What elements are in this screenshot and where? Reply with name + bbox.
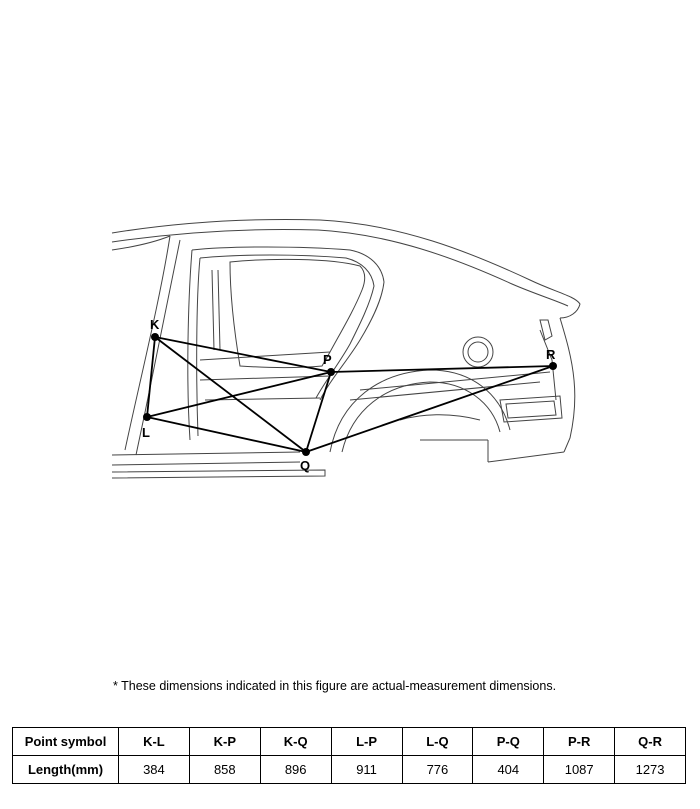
point-label-r: R [546, 347, 556, 362]
line-k-p [155, 337, 331, 372]
value-q-r: 1273 [615, 756, 686, 784]
value-k-l: 384 [119, 756, 190, 784]
header-p-q: P-Q [473, 728, 544, 756]
point-labels [142, 317, 556, 473]
point-label-p: P [323, 352, 332, 367]
table-header-row [13, 728, 686, 756]
value-k-q: 896 [260, 756, 331, 784]
header-q-r: Q-R [615, 728, 686, 756]
point-l [143, 413, 151, 421]
dimension-table [12, 727, 686, 784]
point-p [327, 368, 335, 376]
header-k-q: K-Q [260, 728, 331, 756]
line-p-q [306, 372, 331, 452]
header-l-p: L-P [331, 728, 402, 756]
row-label-length: Length(mm) [13, 756, 119, 784]
header-k-p: K-P [189, 728, 260, 756]
line-k-l [147, 337, 155, 417]
value-p-r: 1087 [544, 756, 615, 784]
value-l-p: 911 [331, 756, 402, 784]
value-l-q: 776 [402, 756, 473, 784]
point-label-l: L [142, 425, 150, 440]
header-p-r: P-R [544, 728, 615, 756]
value-k-p: 858 [189, 756, 260, 784]
point-k [151, 333, 159, 341]
header-k-l: K-L [119, 728, 190, 756]
header-l-q: L-Q [402, 728, 473, 756]
value-p-q: 404 [473, 756, 544, 784]
car-body-outline [112, 220, 580, 478]
table-row [13, 756, 686, 784]
header-point-symbol: Point symbol [13, 728, 119, 756]
line-q-r [306, 366, 553, 452]
point-r [549, 362, 557, 370]
point-label-k: K [150, 317, 160, 332]
measurement-note: * These dimensions indicated in this figure are actual-measurement dimensions. [113, 679, 557, 693]
point-label-q: Q [300, 458, 311, 473]
point-q [302, 448, 310, 456]
